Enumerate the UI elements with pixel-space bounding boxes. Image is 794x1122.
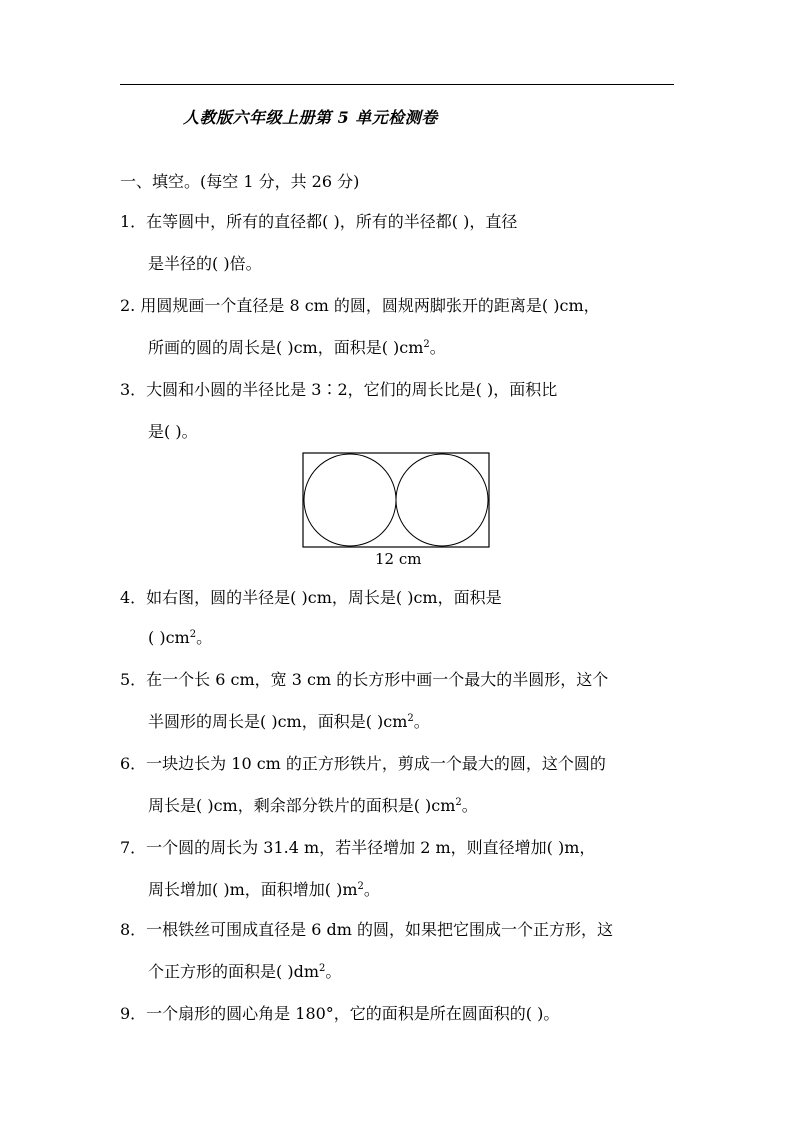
question-3-line-2: 是( )。	[148, 422, 198, 441]
question-8-line-1: 8．一根铁丝可围成直径是 6 dm 的圆，如果把它围成一个正方形，这	[120, 920, 614, 939]
question-5-line-1: 5．在一个长 6 cm，宽 3 cm 的长方形中画一个最大的半圆形，这个	[120, 670, 609, 689]
question-9-line-1: 9．一个扇形的圆心角是 180°，它的面积是所在圆面积的( )。	[120, 1004, 560, 1023]
question-2-line-1: 2. 用圆规画一个直径是 8 cm 的圆，圆规两脚张开的距离是( )cm，	[120, 296, 600, 315]
question-4-line-2: ( )$cm^2$。	[148, 628, 213, 647]
figure-width-label: 12 cm	[375, 550, 422, 568]
question-6-line-2: 周长是( )cm，剩余部分铁片的面积是( )$cm^2$。	[148, 796, 478, 815]
rectangle-two-circles-figure	[302, 452, 492, 550]
page-title: 人教版六年级上册第 5 单元检测卷	[183, 108, 438, 127]
figure-left-circle	[304, 454, 396, 546]
question-8-line-2: 个正方形的面积是( )$dm^2$。	[148, 962, 342, 981]
figure-right-circle	[396, 454, 488, 546]
question-6-line-1: 6．一块边长为 10 cm 的正方形铁片，剪成一个最大的圆，这个圆的	[120, 754, 606, 773]
section-heading: 一、填空。(每空 1 分，共 26 分)	[120, 172, 360, 191]
header-rule	[120, 84, 674, 85]
question-1-line-2: 是半径的( )倍。	[148, 254, 262, 273]
question-4-line-1: 4．如右图，圆的半径是( )cm，周长是( )cm，面积是	[120, 588, 502, 607]
question-2-line-2: 所画的圆的周长是( )cm，面积是( )$cm^2$。	[148, 338, 446, 357]
question-1-line-1: 1．在等圆中，所有的直径都( )，所有的半径都( )，直径	[120, 212, 518, 231]
question-3-line-1: 3．大圆和小圆的半径比是 3∶2，它们的周长比是( )，面积比	[120, 380, 558, 399]
question-7-line-1: 7．一个圆的周长为 31.4 m，若半径增加 2 m，则直径增加( )m，	[120, 838, 596, 857]
question-7-line-2: 周长增加( )m，面积增加( )$m^2$。	[148, 880, 380, 899]
question-5-line-2: 半圆形的周长是( )cm，面积是( )$cm^2$。	[148, 712, 430, 731]
